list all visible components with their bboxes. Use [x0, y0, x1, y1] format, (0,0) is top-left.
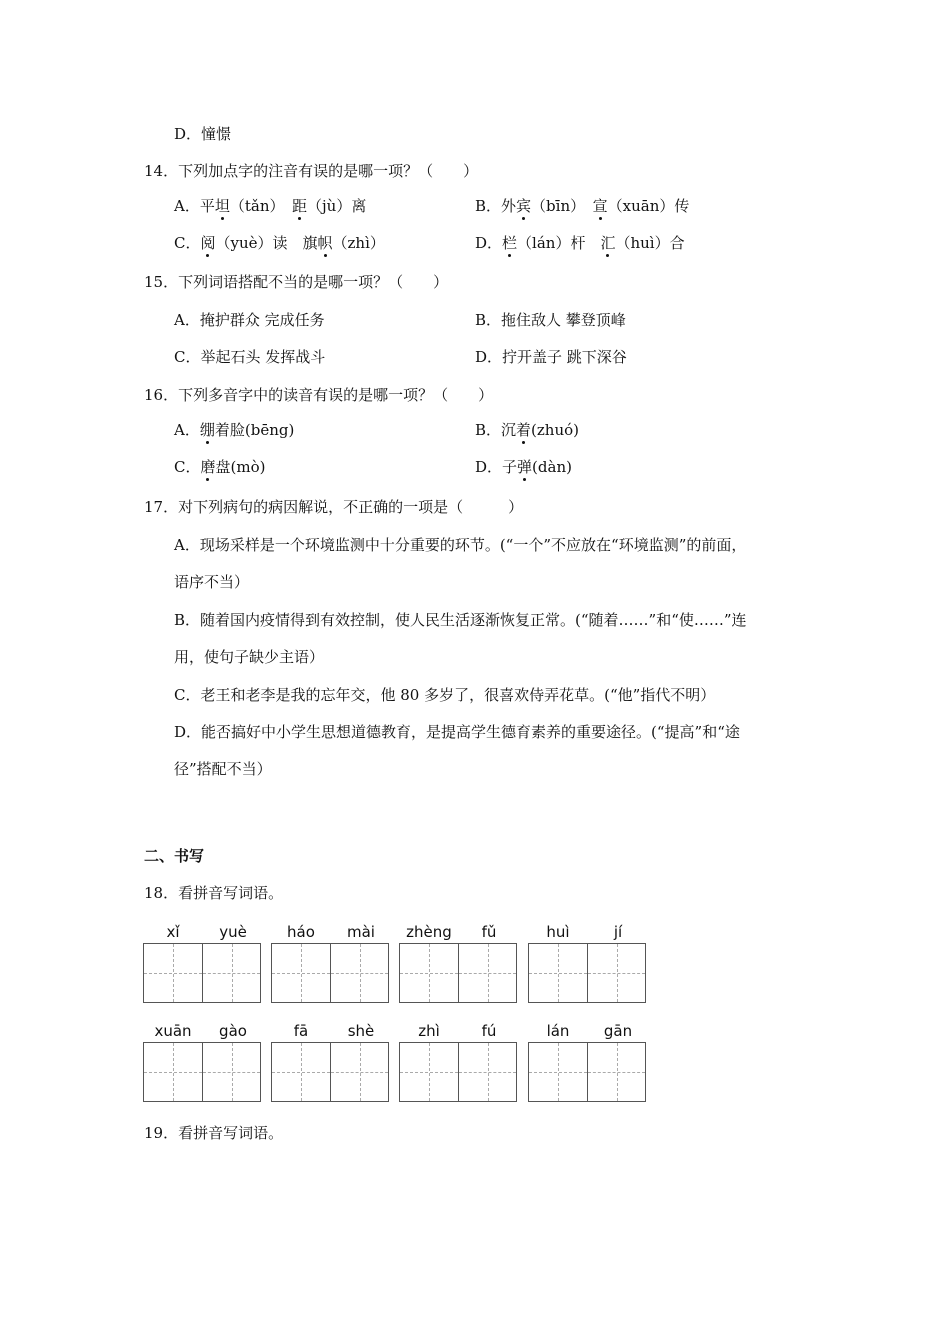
pinyin-label: xǐ [166, 923, 180, 941]
q14-option-a [174, 196, 366, 216]
pinyin-label: háo [287, 923, 315, 941]
q14-option-d [475, 233, 685, 253]
q17-option-b: B．随着国内疫情得到有效控制，使人民生活逐渐恢复正常。(“随着……”和“使……”连 [174, 611, 747, 629]
pinyin-label: zhèng [406, 923, 452, 941]
q14-option-c [174, 233, 385, 253]
text: (dàn) [532, 458, 572, 476]
q17-option-d: D．能否搞好中小学生思想道德教育，是提高学生德育素养的重要途径。(“提高”和“途 [174, 723, 740, 741]
q17-stem: 17．对下列病句的病因解说，不正确的一项是（ ） [144, 498, 524, 516]
q16-option-a [174, 420, 294, 440]
writing-cell[interactable] [144, 944, 202, 1002]
q14-option-b [475, 196, 689, 216]
writing-box[interactable] [399, 1042, 517, 1102]
text: （tǎn） [229, 197, 292, 215]
text: D． [475, 234, 503, 252]
pinyin-label: jí [613, 923, 623, 941]
pinyin-label: fā [293, 1022, 309, 1040]
dotted-char: 栏 [502, 234, 518, 252]
text: （bīn） [531, 197, 593, 215]
dotted-char: 绷 [199, 421, 215, 439]
pinyin-label: lán [546, 1022, 570, 1040]
text: B．外 [475, 197, 517, 215]
writing-cell[interactable] [330, 944, 388, 1002]
text: （jù）离 [307, 197, 367, 215]
writing-cell[interactable] [529, 944, 587, 1002]
q15-stem: 15．下列词语搭配不当的是哪一项？（ ） [144, 273, 449, 291]
pinyin-label: mài [347, 923, 375, 941]
text: 盘(mò) [215, 458, 266, 476]
q17-option-a-cont: 语序不当） [174, 573, 250, 591]
writing-cell[interactable] [587, 944, 645, 1002]
writing-cell[interactable] [400, 944, 458, 1002]
pinyin-label: yuè [219, 923, 247, 941]
pinyin-label: gào [219, 1022, 247, 1040]
writing-cell[interactable] [272, 1043, 330, 1101]
q13-option-d: D．憧憬 [174, 125, 232, 143]
text: A． [174, 421, 200, 439]
pinyin-label: fǔ [481, 923, 497, 941]
text: （yuè）读 旗 [215, 234, 318, 252]
q14-stem: 14．下列加点字的注音有误的是哪一项？（ ） [144, 162, 479, 180]
writing-box[interactable] [143, 943, 261, 1003]
text: C． [174, 234, 201, 252]
q16-option-b [475, 420, 579, 440]
q16-option-d [475, 457, 572, 477]
pinyin-label: huì [546, 923, 570, 941]
text: A．平 [174, 197, 215, 215]
writing-box[interactable] [528, 943, 646, 1003]
dotted-char: 着 [516, 421, 532, 439]
writing-cell[interactable] [202, 944, 260, 1002]
pinyin-label: gān [603, 1022, 633, 1040]
q16-option-c [174, 457, 265, 477]
writing-cell[interactable] [144, 1043, 202, 1101]
dotted-char: 距 [292, 197, 308, 215]
q18-stem: 18．看拼音写词语。 [144, 884, 284, 902]
q17-option-b-cont: 用，使句子缺少主语） [174, 648, 325, 666]
q15-option-a: A．掩护群众 完成任务 [174, 311, 325, 329]
writing-cell[interactable] [529, 1043, 587, 1101]
pinyin-label: fú [481, 1022, 497, 1040]
dotted-char: 磨 [200, 458, 216, 476]
writing-cell[interactable] [458, 944, 516, 1002]
pinyin-label: xuān [154, 1022, 192, 1040]
q15-option-c: C．举起石头 发挥战斗 [174, 348, 326, 366]
dotted-char: 帜 [317, 234, 333, 252]
writing-box[interactable] [399, 943, 517, 1003]
q17-option-d-cont: 径”搭配不当） [174, 760, 272, 778]
text: （huì）合 [615, 234, 685, 252]
writing-box[interactable] [143, 1042, 261, 1102]
q19-stem: 19．看拼音写词语。 [144, 1124, 284, 1142]
text: B．沉 [475, 421, 517, 439]
writing-cell[interactable] [202, 1043, 260, 1101]
writing-box[interactable] [271, 943, 389, 1003]
dotted-char: 阅 [200, 234, 216, 252]
text: （lán）杆 [517, 234, 601, 252]
writing-box[interactable] [271, 1042, 389, 1102]
writing-box[interactable] [528, 1042, 646, 1102]
writing-cell[interactable] [458, 1043, 516, 1101]
writing-cell[interactable] [330, 1043, 388, 1101]
text: （zhì） [332, 234, 385, 252]
q16-stem: 16．下列多音字中的读音有误的是哪一项？（ ） [144, 386, 494, 404]
pinyin-label: shè [347, 1022, 375, 1040]
text: (zhuó) [531, 421, 580, 439]
text: D．子 [475, 458, 518, 476]
text: （xuān）传 [607, 197, 690, 215]
q15-option-d: D．拧开盖子 跳下深谷 [475, 348, 627, 366]
q17-option-c: C．老王和老李是我的忘年交，他 80 多岁了，很喜欢侍弄花草。(“他”指代不明） [174, 686, 716, 704]
dotted-char: 坦 [214, 197, 230, 215]
dotted-char: 弹 [517, 458, 533, 476]
q17-option-a: A．现场采样是一个环境监测中十分重要的环节。(“一个”不应放在“环境监测”的前面， [174, 536, 747, 554]
dotted-char: 宾 [516, 197, 532, 215]
pinyin-label: zhì [418, 1022, 440, 1040]
text: 着脸(bēng) [214, 421, 295, 439]
writing-cell[interactable] [400, 1043, 458, 1101]
dotted-char: 宣 [592, 197, 608, 215]
text: C． [174, 458, 201, 476]
q15-option-b: B．拖住敌人 攀登顶峰 [475, 311, 626, 329]
writing-cell[interactable] [272, 944, 330, 1002]
dotted-char: 汇 [600, 234, 616, 252]
writing-cell[interactable] [587, 1043, 645, 1101]
section-title: 二、书写 [144, 847, 205, 865]
